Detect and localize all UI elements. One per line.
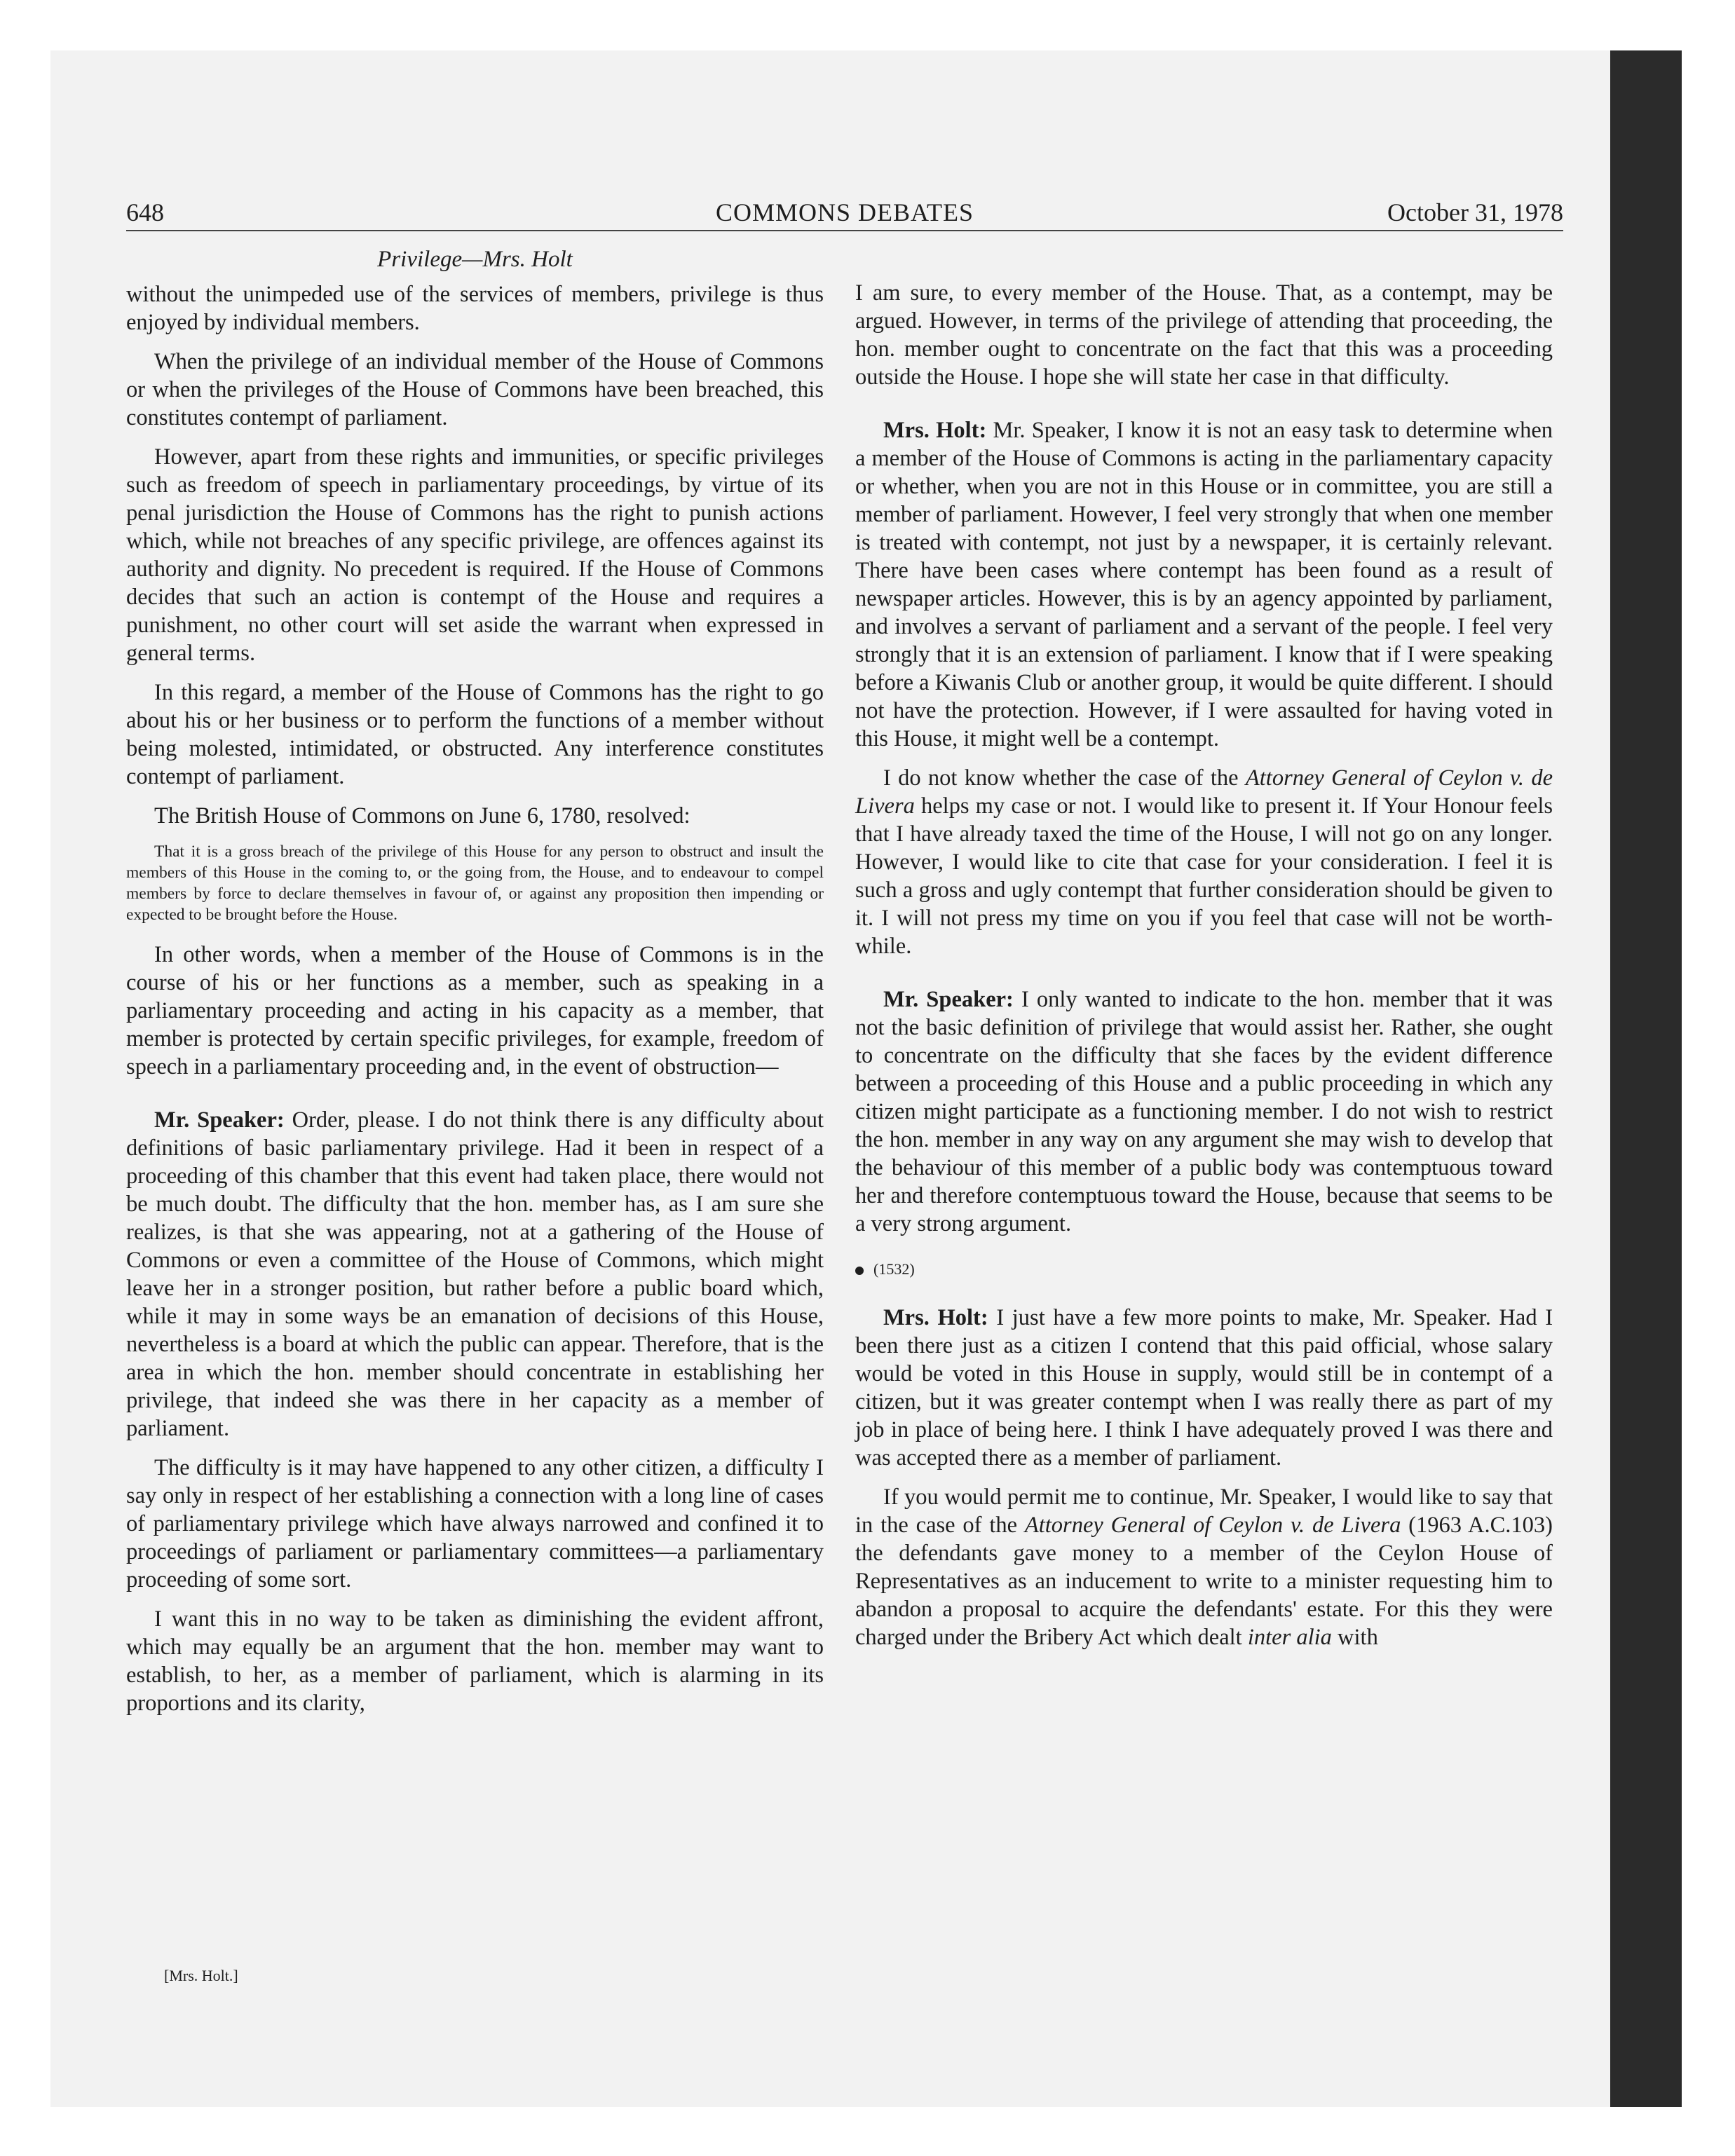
block-quote: That it is a gross breach of the privilege of this House for any person to obstruct and insult the members of this House in the coming to, or the going from, the House, and to endeavour to compel members by force to declare themselves in favour of, or against any proposition then impending or expected to be brought before the House.: [126, 842, 824, 924]
text-run: helps my case or not. I would like to present it. If Your Honour feels that I have already taxed the time of the House, I will not go on any longer. However, I would like to cite that case for your consideration. I feel it is such a gross and ugly contempt that further consideration should be given to it. I will not press my time on you if you feel that case will not be worth-while.: [855, 793, 1553, 959]
text-run: with: [1338, 1625, 1378, 1650]
speech-paragraph: [855, 1304, 1553, 1472]
paragraph: However, apart from these rights and immunities, or specific privileges such as freedom of speech in parliamentary proceedings, by virtue of its penal jurisdiction the House of Commons has the right to punish actions which, while not breaches of any specific privilege, are offences against its authority and dignity. No precedent is required. If the House of Commons decides that such an action is contempt of the House and requires a punishment, no other court will set aside the warrant when expressed in general terms.: [126, 444, 824, 666]
speech-text: I only wanted to indicate to the hon. member that it was not the basic definition of privilege that would assist her. Rather, she ought to concentrate on the difficulty that she faces by the evident difference between a proceeding of this House and a public proceeding in which any citizen might participate as a functioning member. I do not wish to restrict the hon. member in any way on any argument she may wish to develop that the behaviour of this member of a public body was contemptuous toward her and therefore contemptuous toward the House, because that seems to be a very strong argument.: [855, 987, 1553, 1236]
footnote: [Mrs. Holt.]: [164, 1967, 238, 1984]
paragraph: [855, 1483, 1553, 1651]
speech-text: I just have a few more points to make, Mr. Speaker. Had I been there just as a citizen I contend that this paid official, whose salary would be voted in this House in supply, would still be in contempt of a citizen, but it was greater contempt when I was really there as part of my job in place of being here. I think I have adequately proved I was there and was accepted there as a member of parliament.: [855, 1305, 1553, 1471]
paragraph: In this regard, a member of the House of Commons has the right to go about his or her business or to perform the functions of a member without being molested, intimidated, or obstructed. Any interference constitutes contempt of parliament.: [126, 680, 824, 789]
paragraph: When the privilege of an individual member of the House of Commons or when the privileges of the House of Commons have been breached, this constitutes contempt of parliament.: [126, 349, 824, 430]
case-citation: Attorney General of Ceylon v. de Livera: [855, 765, 1553, 819]
topic-heading: Privilege—Mrs. Holt: [377, 247, 573, 272]
bullet-icon: [855, 1267, 864, 1275]
timestamp-marker: [855, 1259, 1553, 1280]
left-column: [126, 245, 824, 1728]
scan-edge-strip: [1610, 50, 1682, 2107]
text-run: (1963 A.C.103) the defendants gave money to a member of the Ceylon House of Representatives as an inducement to write to a minister requesting him to abandon a proposal to acquire the defendants' estate. For this they were charged under the Bribery Act which dealt: [855, 1513, 1553, 1650]
right-column: [855, 279, 1553, 1663]
speaker-name: Mrs. Holt:: [883, 1305, 988, 1330]
speaker-name: Mr. Speaker:: [154, 1107, 285, 1133]
timestamp-text: (1532): [873, 1260, 915, 1278]
speaker-name: Mr. Speaker:: [883, 987, 1014, 1012]
publication-title: COMMONS DEBATES: [715, 198, 974, 226]
paragraph: The difficulty is it may have happened to any other citizen, a difficulty I say only in respect of her establishing a connection with a long line of cases of parliamentary privilege which have always narrowed and confined it to proceedings of parliament or parliamentary committees—a parliamentary proceeding of some sort.: [126, 1455, 824, 1592]
speaker-name: Mrs. Holt:: [883, 418, 987, 443]
publication-date: October 31, 1978: [1387, 198, 1563, 226]
speech-paragraph: [855, 416, 1553, 753]
speech-text: Order, please. I do not think there is any difficulty about definitions of basic parliamentary privilege. Had it been in respect of a proceeding of this chamber that this event had taken place, there would not be much doubt. The difficulty that the hon. member has, as I am sure she realizes, is that she was appearing, not at a gathering of the House of Commons or even a committee of the House of Commons, which might leave her in a stronger position, but rather before a public board which, while it may in some ways be an emanation of decisions of this House, nevertheless is a board at which the public can appear. Therefore, that is the area in which the hon. member should concentrate in establishing her privilege, that indeed she was there in her capacity as a member of parliament.: [126, 1107, 824, 1441]
speech-text: Mr. Speaker, I know it is not an easy task to determine when a member of the House of Commons is acting in the parliamentary capacity or whether, when you are not in this House or in committee, you are still a member of parliament. However, I feel very strongly that when one member is treated with contempt, not just by a newspaper, it is certainly relevant. There have been cases where contempt has been found as a result of newspaper articles. However, this is by an agency appointed by parliament, and involves a servant of parliament and a servant of the people. I feel very strongly that it is an extension of parliament. I know that if I were speaking before a Kiwanis Club or another group, it would be quite different. I should not have the protection. However, if I were assaulted for having voted in this House, it might well be a contempt.: [855, 418, 1553, 751]
paragraph: [855, 764, 1553, 960]
page-header: [126, 189, 1563, 231]
paragraph: In other words, when a member of the House of Commons is in the course of his or her functions as a member, such as speaking in a parliamentary proceeding and acting in his capacity as a member, that member is protected by certain specific privileges, for example, freedom of speech in a parliamentary proceeding and, in the event of obstruction—: [126, 942, 824, 1079]
case-citation: Attorney General of Ceylon v. de Livera: [1024, 1513, 1401, 1538]
paragraph: without the unimpeded use of the services of members, privilege is thus enjoyed by individual members.: [126, 282, 824, 335]
paragraph: The British House of Commons on June 6, 1780, resolved:: [154, 803, 690, 828]
paragraph: I want this in no way to be taken as diminishing the evident affront, which may equally be an argument that the hon. member may want to establish, to her, as a member of parliament, which is alarming in its proportions and its clarity,: [126, 1606, 824, 1716]
speech-paragraph: [126, 1106, 824, 1442]
speech-paragraph: [855, 985, 1553, 1238]
page-number: 648: [126, 198, 164, 226]
paragraph: I am sure, to every member of the House. That, as a contempt, may be argued. However, in terms of the privilege of attending that proceeding, the hon. member ought to concentrate on the fact that this was a proceeding outside the House. I hope she will state her case in that difficulty.: [855, 280, 1553, 390]
latin-term: inter alia: [1247, 1625, 1332, 1650]
text-run: I do not know whether the case of the: [883, 765, 1239, 791]
text-run: If you would permit me to continue, Mr. Speaker, I would like to say that in the case of the: [855, 1485, 1553, 1538]
